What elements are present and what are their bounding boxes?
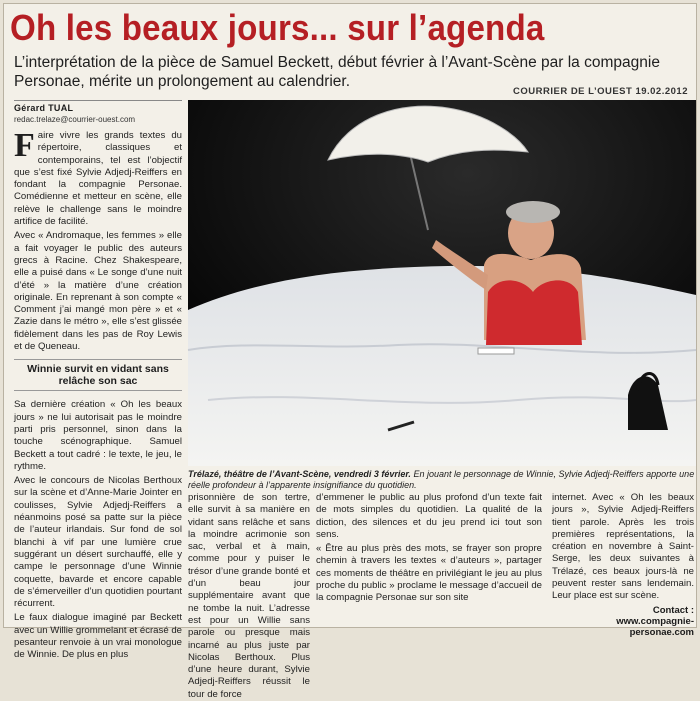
contact-url[interactable]: www.compagnie-personae.com <box>616 616 694 638</box>
paragraph: prisonnière de son tertre, elle survit à sa manière en vidant sans relâche et sans la moindre acrimonie son sac, verbal et à main, comme pour y puiser le trésor d’une grande bonté et d’un beau jour supplémentaire avant que ne tombe la nuit. L’adresse est pour un Willie sans parole ou presque mais incarné au plus juste par Nicolas Berthoux. Plus d’une heure durant, Sylvie Adjedj-Reiffers réussit le tour de force <box>188 492 310 700</box>
article-lead: L’interprétation de la pièce de Samuel Beckett, début février à l’Avant-Scène par la compagnie Personae, mérite un prolongement au calendrier. <box>14 54 660 90</box>
article-column-2 <box>188 492 310 700</box>
caption-text: En jouant le personnage de Winnie, Sylvie Adjedj-Reiffers apporte une réelle profondeur à l’apparente insignifiance du quotidien. <box>188 469 695 490</box>
paragraph: Avec « Andromaque, les femmes » elle a fait voyager le public des auteurs grecs à Racine. Chez Shakespeare, elle a puisé dans « Le songe d’une nuit d’été » la matière d’une création originale. En reprenant à son compte « Comment j’ai mangé mon père » et « Zazie dans le métro », elle s’est glissée fidèlement dans les pas de Roy Lewis et de Queneau. <box>14 230 182 353</box>
contact-block <box>552 605 694 638</box>
photo-caption <box>188 469 696 491</box>
paragraph: Le faux dialogue imaginé par Beckett avec un Willie grommelant et écrasé de pesanteur renvoie à un vrai monologue de Winnie. De plus en plus <box>14 612 182 661</box>
paragraph: « Être au plus près des mots, se frayer son propre chemin à travers les textes « d’auteurs », partager ces moments de théâtre en privilégiant le jeu au plus proche du public » proclame le message d’accueil de la compagnie Personae sur son site <box>316 543 542 604</box>
contact-label: Contact : <box>652 605 694 616</box>
author-email: redac.trelaze@courrier-ouest.com <box>14 115 136 124</box>
drop-cap: F <box>14 127 35 164</box>
paragraph: d’emmener le public au plus profond d’un texte fait de mots simples du quotidien. La qualité de la diction, des silences et du jeu prend ici tout son sens. <box>316 492 542 540</box>
stage-photo-illustration <box>188 100 696 466</box>
stage-photo <box>188 100 696 466</box>
caption-location: Trélazé, théâtre de l’Avant-Scène, vendredi 3 février. <box>188 469 411 479</box>
article-column-3 <box>316 492 542 628</box>
author-name: Gérard TUAL <box>14 103 74 113</box>
headline: Oh les beaux jours... sur l’agenda <box>10 7 545 48</box>
article-column-4 <box>552 492 694 602</box>
paragraph: Sa dernière création « Oh les beaux jours » ne lui autorisait pas le moindre parti pris personnel, sinon dans la touche scénographique. Samuel Beckett a tout cadré : le texte, le jeu, le rythme. <box>14 399 182 472</box>
byline <box>14 100 182 124</box>
source-line: COURRIER DE L’OUEST 19.02.2012 <box>513 86 688 97</box>
paragraph <box>14 127 182 228</box>
paragraph: Avec le concours de Nicolas Berthoux sur la scène et d’Anne-Marie Jointer en coulisses, Sylvie Adjedj-Reiffers a néanmoins posé sa patte sur la pièce de l’auteur irlandais. Sur fond de sol blanchi à vif par une lumière crue suggérant un désert surchauffé, elle y campe le personnage d’une Winnie coquette, bavarde et encore capable de s’émerveiller d’un quotidien pourtant récurrent. <box>14 475 182 610</box>
newspaper-page <box>3 3 697 700</box>
article-column-1 <box>14 127 182 661</box>
paragraph: internet. Avec « Oh les beaux jours », Sylvie Adjedj-Reiffers tient parole. Après les trois premières représentations, la création en novembre à Saint-Serge, les deux suivantes à Trélazé, ces beaux jours-là ne peuvent rester sans lendemain. Leur place est sur scène. <box>552 492 694 602</box>
paragraph-text: aire vivre les grands textes du répertoire, classiques et contemporains, tel est l’objectif que s’est fixé Sylvie Adjedj-Reiffers en fondant la compagnie Personae. Comédienne et metteur en scène, elle relève le challenge sans le moindre artifice de facilité. <box>14 130 182 228</box>
subheading: Winnie survit en vidant sans relâche son sac <box>14 359 182 391</box>
